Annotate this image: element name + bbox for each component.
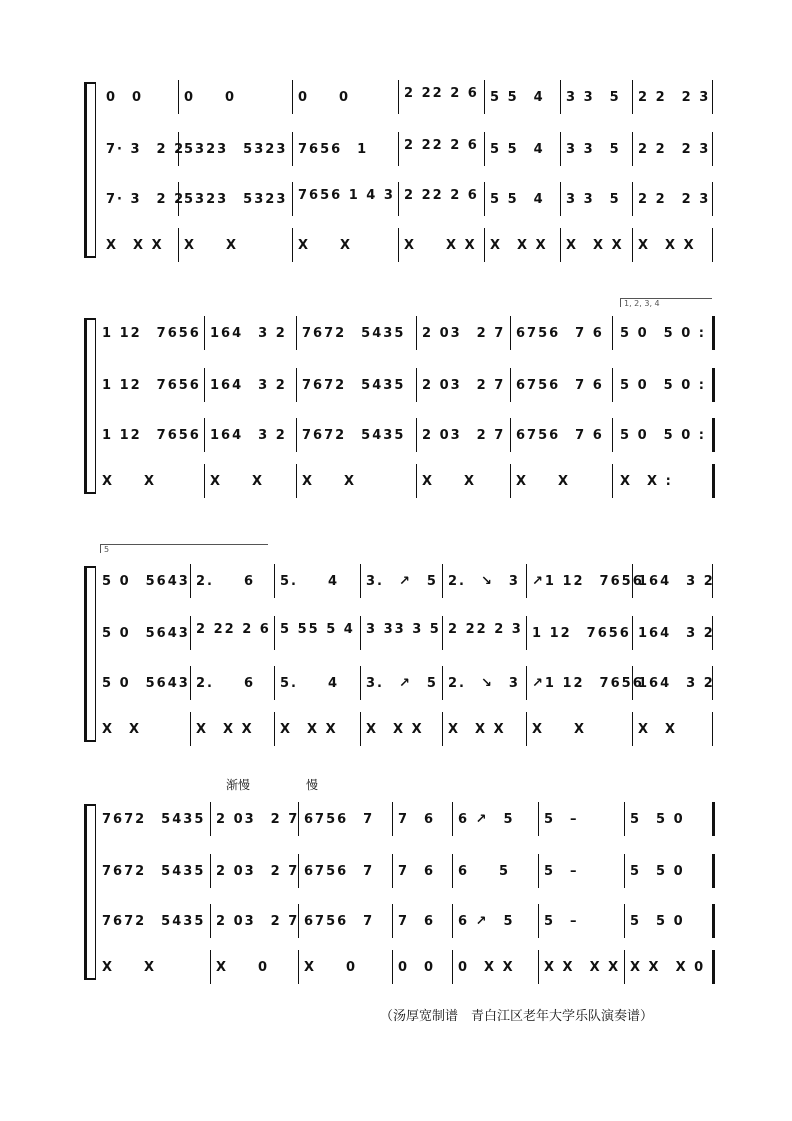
barline [632, 182, 633, 216]
measure: 2 03 2 7 [216, 914, 300, 929]
measure: X X X [106, 238, 164, 253]
barline [178, 132, 179, 166]
measure: 0 0 [184, 90, 237, 105]
barline [526, 712, 527, 746]
barline [452, 904, 453, 938]
measure: 6756 7 [304, 812, 375, 827]
measure: 7656 1 4 3 [298, 188, 395, 203]
barline [210, 854, 211, 888]
staff-row [98, 570, 716, 596]
barline [398, 80, 399, 114]
measure: 2 22 2 6 [404, 188, 479, 203]
measure: 164 3 2 [638, 676, 715, 691]
barline [292, 182, 293, 216]
measure: 2. 6 [196, 676, 256, 691]
barline [392, 854, 393, 888]
staff-row [98, 138, 716, 164]
measure: 6756 7 [304, 864, 375, 879]
measure: 5 5 0 [630, 864, 685, 879]
measure: 6 ↗ 5 [458, 914, 515, 929]
barline [538, 904, 539, 938]
barline [392, 950, 393, 984]
barline [190, 712, 191, 746]
staff-row [98, 718, 716, 744]
staff-row [98, 860, 716, 886]
barline [204, 418, 205, 452]
measure: X X [532, 722, 587, 737]
measure: 5 55 5 4 [280, 622, 355, 637]
measure: X X [102, 474, 157, 489]
staff-row [98, 672, 716, 698]
measure: 2 03 2 7 [422, 378, 506, 393]
barline [398, 182, 399, 216]
measure: 3 3 5 [566, 142, 621, 157]
measure: 1 12 7656 [532, 626, 631, 641]
barline [712, 616, 713, 650]
measure: ↗1 12 7656 [532, 676, 644, 691]
measure: X X [184, 238, 239, 253]
measure: 5 0 5643 [102, 626, 190, 641]
measure: X 0 [304, 960, 358, 975]
barline [298, 802, 299, 836]
final-barline [712, 904, 715, 938]
measure: 7672 5435 [302, 378, 406, 393]
measure: 5 0 5 0 : [620, 378, 706, 393]
measure: 164 3 2 [638, 626, 715, 641]
measure: 3. ↗ 5 [366, 574, 438, 589]
measure: 6 5 [458, 864, 511, 879]
staff-row [98, 234, 716, 260]
measure: 2. ↘ 3 [448, 676, 520, 691]
measure: 164 3 2 [210, 428, 287, 443]
barline [204, 368, 205, 402]
measure: 2 22 2 6 [404, 138, 479, 153]
measure: 5. 4 [280, 574, 340, 589]
measure: X X X [196, 722, 254, 737]
staff-row [98, 374, 716, 400]
barline [632, 666, 633, 700]
measure: 5323 5323 [184, 192, 288, 207]
staff-row [98, 956, 716, 982]
measure: 7· 3 2 2 [106, 142, 186, 157]
barline [398, 132, 399, 166]
barline [178, 182, 179, 216]
measure: X X [422, 474, 477, 489]
staff-row [98, 622, 716, 648]
barline [632, 712, 633, 746]
system-line [95, 318, 96, 494]
barline [298, 950, 299, 984]
measure: 7672 5435 [302, 326, 406, 341]
system-brace [84, 804, 95, 980]
barline [510, 368, 511, 402]
measure: X 0 [216, 960, 270, 975]
final-barline [712, 802, 715, 836]
system-line [95, 82, 96, 258]
system-brace [84, 82, 95, 258]
system-line [95, 566, 96, 742]
measure: 2 03 2 7 [216, 864, 300, 879]
measure: 1 12 7656 [102, 326, 201, 341]
measure: 5 5 4 [490, 90, 545, 105]
barline [510, 316, 511, 350]
measure: 2 2 2 3 [638, 192, 711, 207]
repeat-barline [712, 464, 715, 498]
barline [210, 950, 211, 984]
barline [392, 802, 393, 836]
barline [296, 316, 297, 350]
measure: 7· 3 2 2 [106, 192, 186, 207]
barline [712, 80, 713, 114]
measure: 2 22 2 3 [448, 622, 523, 637]
measure: 7656 1 [298, 142, 369, 157]
measure: 7 6 [398, 914, 436, 929]
measure: 5 5 4 [490, 142, 545, 157]
measure: 2 22 2 6 [404, 86, 479, 101]
measure: 2 2 2 3 [638, 90, 711, 105]
barline [274, 666, 275, 700]
barline [712, 132, 713, 166]
barline [452, 950, 453, 984]
volta-bracket: 1, 2, 3, 4 [620, 298, 712, 307]
measure: 7672 5435 [302, 428, 406, 443]
measure: X X X [566, 238, 624, 253]
barline [416, 418, 417, 452]
measure: 164 3 2 [210, 326, 287, 341]
tempo-marking-slow: 慢 [306, 778, 319, 792]
barline [560, 182, 561, 216]
staff-row [98, 188, 716, 214]
barline [360, 564, 361, 598]
measure: 5 5 0 [630, 812, 685, 827]
staff-row [98, 322, 716, 348]
measure: 5 – [544, 812, 579, 827]
measure: X X X [366, 722, 424, 737]
barline [560, 80, 561, 114]
barline [526, 666, 527, 700]
barline [178, 228, 179, 262]
barline [442, 712, 443, 746]
barline [296, 418, 297, 452]
barline [538, 802, 539, 836]
measure: X X [298, 238, 353, 253]
barline [416, 368, 417, 402]
barline [190, 666, 191, 700]
measure: 7 6 [398, 864, 436, 879]
barline [274, 616, 275, 650]
barline [452, 802, 453, 836]
barline [612, 368, 613, 402]
barline [360, 616, 361, 650]
measure: 3. ↗ 5 [366, 676, 438, 691]
measure: X X [302, 474, 357, 489]
staff-row [98, 86, 716, 112]
barline [292, 228, 293, 262]
barline [612, 464, 613, 498]
measure: 2 03 2 7 [422, 428, 506, 443]
measure: 5. 4 [280, 676, 340, 691]
barline [632, 564, 633, 598]
barline [274, 564, 275, 598]
measure: 0 0 [106, 90, 144, 105]
barline [624, 904, 625, 938]
system-4 [86, 804, 716, 980]
barline [712, 564, 713, 598]
final-barline [712, 950, 715, 984]
barline [632, 616, 633, 650]
barline [190, 616, 191, 650]
barline [712, 666, 713, 700]
barline [624, 950, 625, 984]
measure: X X X 0 [630, 960, 706, 975]
measure: X X X [448, 722, 506, 737]
barline [632, 132, 633, 166]
measure: X X X [490, 238, 548, 253]
staff-row [98, 424, 716, 450]
barline [560, 228, 561, 262]
barline [204, 316, 205, 350]
measure: ↗1 12 7656 [532, 574, 644, 589]
system-line [95, 804, 96, 980]
measure: 164 3 2 [638, 574, 715, 589]
measure: 7 6 [398, 812, 436, 827]
barline [360, 712, 361, 746]
barline [298, 854, 299, 888]
barline [210, 904, 211, 938]
measure: 5 0 5643 [102, 676, 190, 691]
barline [398, 228, 399, 262]
barline [296, 368, 297, 402]
final-barline [712, 854, 715, 888]
measure: 2. 6 [196, 574, 256, 589]
measure: 3 3 5 [566, 90, 621, 105]
barline [632, 80, 633, 114]
barline [526, 564, 527, 598]
barline [360, 666, 361, 700]
system-2 [86, 299, 716, 494]
measure: X X [102, 960, 157, 975]
measure: 164 3 2 [210, 378, 287, 393]
measure: 2 03 2 7 [216, 812, 300, 827]
measure: 5 0 5643 [102, 574, 190, 589]
score-credit: （汤厚宽制谱 青白江区老年大学乐队演奏谱） [380, 1009, 654, 1024]
barline [210, 802, 211, 836]
barline [624, 802, 625, 836]
barline [442, 564, 443, 598]
barline [292, 132, 293, 166]
barline [204, 464, 205, 498]
system-brace [84, 318, 95, 494]
system-brace [84, 566, 95, 742]
measure: 6756 7 6 [516, 428, 604, 443]
measure: 0 0 [398, 960, 436, 975]
repeat-barline [712, 316, 715, 350]
measure: X X [210, 474, 265, 489]
system-3 [86, 545, 716, 742]
barline [526, 616, 527, 650]
measure: 5 – [544, 914, 579, 929]
barline [274, 712, 275, 746]
measure: X X X [638, 238, 696, 253]
barline [712, 712, 713, 746]
measure: X X [638, 722, 678, 737]
barline [712, 182, 713, 216]
barline [484, 182, 485, 216]
barline [612, 316, 613, 350]
barline [298, 904, 299, 938]
measure: X X [102, 722, 142, 737]
measure: 5 – [544, 864, 579, 879]
barline [392, 904, 393, 938]
measure: X X X [404, 238, 477, 253]
volta-bracket: 5 [100, 544, 268, 553]
measure: 2 03 2 7 [422, 326, 506, 341]
barline [612, 418, 613, 452]
measure: 3 3 5 [566, 192, 621, 207]
staff-row [98, 910, 716, 936]
measure: X X X X [544, 960, 621, 975]
barline [510, 464, 511, 498]
barline [510, 418, 511, 452]
barline [292, 80, 293, 114]
barline [632, 228, 633, 262]
measure: 5 0 5 0 : [620, 428, 706, 443]
measure: 7672 5435 [102, 864, 206, 879]
measure: 0 0 [298, 90, 351, 105]
barline [560, 132, 561, 166]
measure: X X [516, 474, 571, 489]
measure: 6 ↗ 5 [458, 812, 515, 827]
measure: 7672 5435 [102, 812, 206, 827]
measure: 2. ↘ 3 [448, 574, 520, 589]
measure: 6756 7 [304, 914, 375, 929]
barline [624, 854, 625, 888]
measure: 5323 5323 [184, 142, 288, 157]
measure: 7672 5435 [102, 914, 206, 929]
measure: 0 X X [458, 960, 515, 975]
measure: 5 5 4 [490, 192, 545, 207]
measure: 1 12 7656 [102, 428, 201, 443]
barline [484, 228, 485, 262]
measure: X X X [280, 722, 338, 737]
barline [416, 464, 417, 498]
barline [442, 616, 443, 650]
barline [190, 564, 191, 598]
measure: 6756 7 6 [516, 378, 604, 393]
measure: 3 33 3 5 [366, 622, 441, 637]
barline [296, 464, 297, 498]
measure: 5 0 5 0 : [620, 326, 706, 341]
measure: X X : [620, 474, 673, 489]
repeat-barline [712, 368, 715, 402]
barline [416, 316, 417, 350]
barline [452, 854, 453, 888]
barline [484, 132, 485, 166]
barline [712, 228, 713, 262]
measure: 5 5 0 [630, 914, 685, 929]
barline [442, 666, 443, 700]
barline [538, 950, 539, 984]
staff-row [98, 470, 716, 496]
barline [538, 854, 539, 888]
repeat-barline [712, 418, 715, 452]
measure: 2 22 2 6 [196, 622, 271, 637]
tempo-marking-gradually-slower: 渐慢 [226, 778, 251, 792]
measure: 1 12 7656 [102, 378, 201, 393]
barline [178, 80, 179, 114]
barline [484, 80, 485, 114]
measure: 2 2 2 3 [638, 142, 711, 157]
staff-row [98, 808, 716, 834]
measure: 6756 7 6 [516, 326, 604, 341]
system-1 [86, 82, 716, 258]
